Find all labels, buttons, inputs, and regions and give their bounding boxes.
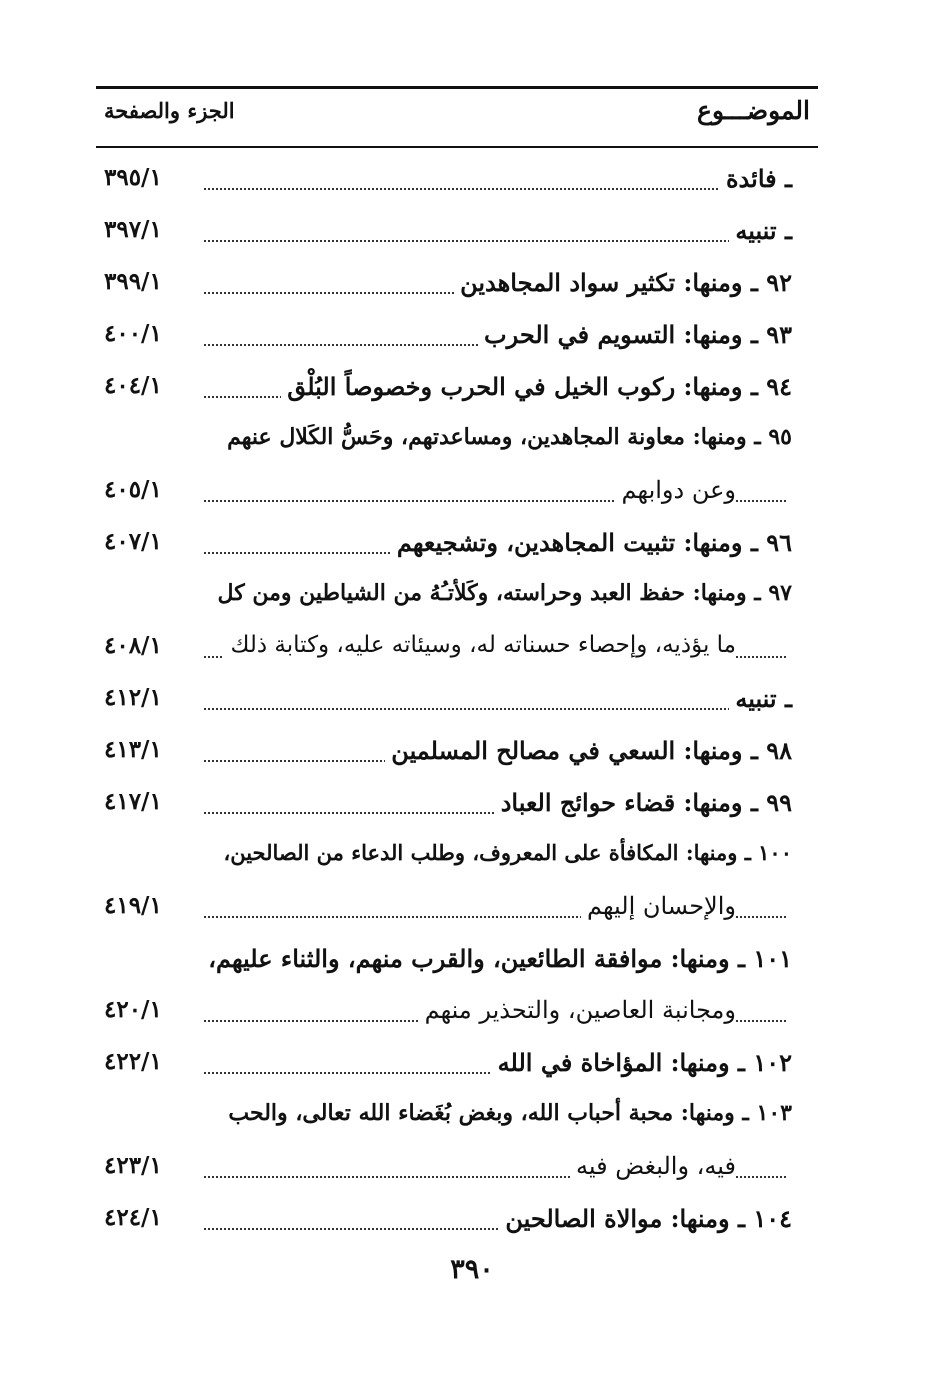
entry-title: ٩٧ ـ ومنها: حفظ العبد وحراسته، وكَلأتـُهُ من الشياطين ومن كل xyxy=(212,580,792,606)
entry-title: ما يؤذيه، وإحصاء حسناته له، وسيئاته عليه، وكتابة ذلك xyxy=(224,632,736,658)
entry-page-ref: ٤٢٢/١ xyxy=(104,1048,162,1075)
toc-line xyxy=(100,730,800,776)
toc-line xyxy=(100,626,800,672)
entry-page-ref: ٤١٣/١ xyxy=(104,736,162,763)
toc-line xyxy=(100,1146,800,1192)
entry-title: ٩٣ ـ ومنها: التسويم في الحرب xyxy=(478,320,792,349)
entry-title: ٩٦ ـ ومنها: تثبيت المجاهدين، وتشجيعهم xyxy=(391,528,792,557)
entry-page-ref: ٤١٢/١ xyxy=(104,684,162,711)
entry-title: ٩٥ ـ ومنها: معاونة المجاهدين، ومساعدتهم، وحَسُّ الكَلال عنهم xyxy=(221,424,792,450)
page-number: ٣٩٠ xyxy=(450,1254,494,1285)
entry-page-ref: ٤٠٤/١ xyxy=(104,372,162,399)
toc-line xyxy=(100,938,800,984)
toc-line xyxy=(100,886,800,932)
entry-page-ref: ٤٠٠/١ xyxy=(104,320,162,347)
entry-title: فيه، والبغض فيه xyxy=(570,1152,736,1180)
entry-title: ـ تنبيه xyxy=(729,684,792,713)
entry-title: ١٠٤ ـ ومنها: موالاة الصالحين xyxy=(499,1204,792,1233)
entry-page-ref: ٤٠٧/١ xyxy=(104,528,162,555)
entry-title: ـ فائدة xyxy=(720,164,792,193)
toc-line xyxy=(100,158,800,204)
entry-title: ـ تنبيه xyxy=(729,216,792,245)
toc-line xyxy=(100,1094,800,1140)
entry-title: ١٠٣ ـ ومنها: محبة أحباب الله، وبغض بُغَضاء الله تعالى، والحب xyxy=(222,1100,792,1126)
leader-dots xyxy=(204,240,786,242)
entry-page-ref: ٤٠٨/١ xyxy=(104,632,162,659)
toc-line xyxy=(100,782,800,828)
toc-line xyxy=(100,210,800,256)
toc-line xyxy=(100,418,800,464)
entry-title: وعن دوابهم xyxy=(616,476,736,504)
toc-line xyxy=(100,366,800,412)
toc-line xyxy=(100,678,800,724)
entry-title: ومجانبة العاصين، والتحذير منهم xyxy=(419,996,736,1024)
entry-page-ref: ٤١٧/١ xyxy=(104,788,162,815)
leader-dots xyxy=(204,708,786,710)
toc-line xyxy=(100,522,800,568)
entry-page-ref: ٤٢٣/١ xyxy=(104,1152,162,1179)
entry-page-ref: ٤٠٥/١ xyxy=(104,476,162,503)
entry-page-ref: ٤١٩/١ xyxy=(104,892,162,919)
entry-title: ١٠٠ ـ ومنها: المكافأة على المعروف، وطلب الدعاء من الصالحين، xyxy=(217,840,792,865)
page-column-heading: الجزء والصفحة xyxy=(104,98,235,123)
entry-title: والإحسان إليهم xyxy=(581,892,736,920)
entry-page-ref: ٣٩٥/١ xyxy=(104,164,162,191)
toc-line xyxy=(100,834,800,880)
toc-line xyxy=(100,1042,800,1088)
entry-page-ref: ٤٢٤/١ xyxy=(104,1204,162,1231)
topic-column-heading: الموضـــوع xyxy=(697,96,810,125)
entry-title: ٩٩ ـ ومنها: قضاء حوائج العباد xyxy=(495,788,792,817)
entry-title: ٩٨ ـ ومنها: السعي في مصالح المسلمين xyxy=(385,736,792,765)
entry-page-ref: ٣٩٩/١ xyxy=(104,268,162,295)
toc-line xyxy=(100,990,800,1036)
entry-title: ١٠٢ ـ ومنها: المؤاخاة في الله xyxy=(492,1048,792,1077)
entry-title: ١٠١ ـ ومنها: موافقة الطائعين، والقرب منهم، والثناء عليهم، xyxy=(202,944,792,973)
toc-line xyxy=(100,574,800,620)
entry-page-ref: ٣٩٧/١ xyxy=(104,216,162,243)
toc-line xyxy=(100,1198,800,1244)
toc-line xyxy=(100,314,800,360)
toc-line xyxy=(100,262,800,308)
entry-title: ٩٢ ـ ومنها: تكثير سواد المجاهدين xyxy=(454,268,792,297)
leader-dots xyxy=(204,188,786,190)
entry-title: ٩٤ ـ ومنها: ركوب الخيل في الحرب وخصوصاً البُلْق xyxy=(281,372,792,401)
entry-page-ref: ٤٢٠/١ xyxy=(104,996,162,1023)
toc-line xyxy=(100,470,800,516)
